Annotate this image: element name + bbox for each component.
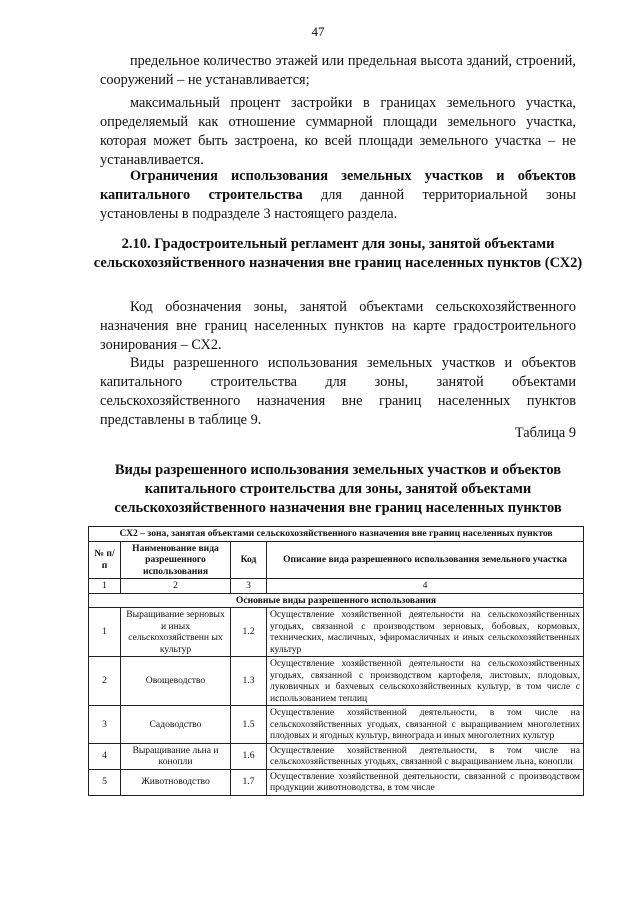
row-number: 1 xyxy=(89,608,121,657)
row-code: 1.5 xyxy=(231,706,267,744)
row-number: 4 xyxy=(89,743,121,769)
header-desc: Описание вида разрешенного использования земельного участка xyxy=(267,541,584,579)
table-row xyxy=(89,608,584,657)
section-heading: 2.10. Градостроительный регламент для зоны, занятой объектами сельскохозяйственного назначения вне границ населенных пунктов (СХ2) xyxy=(93,236,583,271)
intro-paragraph-1 xyxy=(100,52,576,90)
column-number: 1 xyxy=(89,579,121,594)
column-number: 4 xyxy=(267,579,584,594)
body-paragraph-2 xyxy=(100,354,576,430)
header-num: № п/п xyxy=(89,541,121,579)
group-row xyxy=(89,593,584,608)
row-number: 3 xyxy=(89,706,121,744)
table-caption-row xyxy=(89,527,584,542)
row-name: Выращивание зерновых и иных сельскохозяйственн ых культур xyxy=(121,608,231,657)
row-code: 1.3 xyxy=(231,657,267,706)
header-name: Наименование вида разрешенного использования xyxy=(121,541,231,579)
restrictions-rest-text: для данной территориальной зоны установлены в подразделе 3 настоящего раздела. xyxy=(100,187,576,222)
column-number: 3 xyxy=(231,579,267,594)
regulation-table xyxy=(88,526,584,796)
table-row xyxy=(89,769,584,795)
table-header-row xyxy=(89,541,584,579)
row-name: Овощеводство xyxy=(121,657,231,706)
table-row xyxy=(89,743,584,769)
intro-paragraph-2-text: максимальный процент застройки в границах земельного участка, определяемый как отношение суммарной площади земельного участка, которая может быть застроена, ко всей площади земельного участка – не устанавливается. xyxy=(100,95,576,168)
row-name: Выращивание льна и конопли xyxy=(121,743,231,769)
row-number: 2 xyxy=(89,657,121,706)
row-description: Осуществление хозяйственной деятельности на сельскохозяйственных угодьях, связанной с производством зерновых, бобовых, кормовых, технических, масличных, эфиромасличных и иных сельскохозяйственных культур xyxy=(267,608,584,657)
row-description: Осуществление хозяйственной деятельности, в том числе на сельскохозяйственных угодьях, связанной с выращиванием льна, конопли xyxy=(267,743,584,769)
header-code: Код xyxy=(231,541,267,579)
page-number: 47 xyxy=(311,24,325,39)
table-title: Виды разрешенного использования земельных участков и объектов капитального строительства для зоны, занятой объектами сельскохозяйственного назначения вне границ населенных пунктов xyxy=(114,462,562,516)
table-label: Таблица 9 xyxy=(514,425,576,441)
row-description: Осуществление хозяйственной деятельности на сельскохозяйственных угодьях, связанной с производством картофеля, листовых, плодовых, луковичных и бахчевых сельскохозяйственных культур, в том числе с использованием теплиц xyxy=(267,657,584,706)
row-description: Осуществление хозяйственной деятельности, связанной с производством продукции животноводства, в том числе xyxy=(267,769,584,795)
body-paragraph-1 xyxy=(100,298,576,355)
row-code: 1.6 xyxy=(231,743,267,769)
table-caption: СХ2 – зона, занятая объектами сельскохозяйственного назначения вне границ населенных пунктов xyxy=(89,527,584,542)
table-row xyxy=(89,706,584,744)
intro-paragraph-1-text: предельное количество этажей или предельная высота зданий, строений, сооружений – не устанавливается; xyxy=(100,53,576,88)
body-paragraph-1-text: Код обозначения зоны, занятой объектами сельскохозяйственного назначения вне границ населенных пунктов на карте градостроительного зонирования – СХ2. xyxy=(100,299,576,353)
column-number-row xyxy=(89,579,584,594)
row-code: 1.2 xyxy=(231,608,267,657)
intro-paragraph-3 xyxy=(100,167,576,224)
column-number: 2 xyxy=(121,579,231,594)
row-description: Осуществление хозяйственной деятельности, в том числе на сельскохозяйственных угодьях, связанной с выращиванием многолетних плодовых и ягодных культур, винограда и иных многолетних культур xyxy=(267,706,584,744)
row-code: 1.7 xyxy=(231,769,267,795)
table-row xyxy=(89,657,584,706)
group-heading: Основные виды разрешенного использования xyxy=(89,593,584,608)
body-paragraph-2-text: Виды разрешенного использования земельных участков и объектов капитального строительства для зоны, занятой объектами сельскохозяйственного назначения вне границ населенных пунктов представлены в таблице 9. xyxy=(100,355,576,428)
row-number: 5 xyxy=(89,769,121,795)
row-name: Животноводство xyxy=(121,769,231,795)
row-name: Садоводство xyxy=(121,706,231,744)
intro-paragraph-2 xyxy=(100,94,576,170)
restrictions-bold-text: Ограничения использования земельных участков и объектов капитального строительства xyxy=(100,168,576,203)
